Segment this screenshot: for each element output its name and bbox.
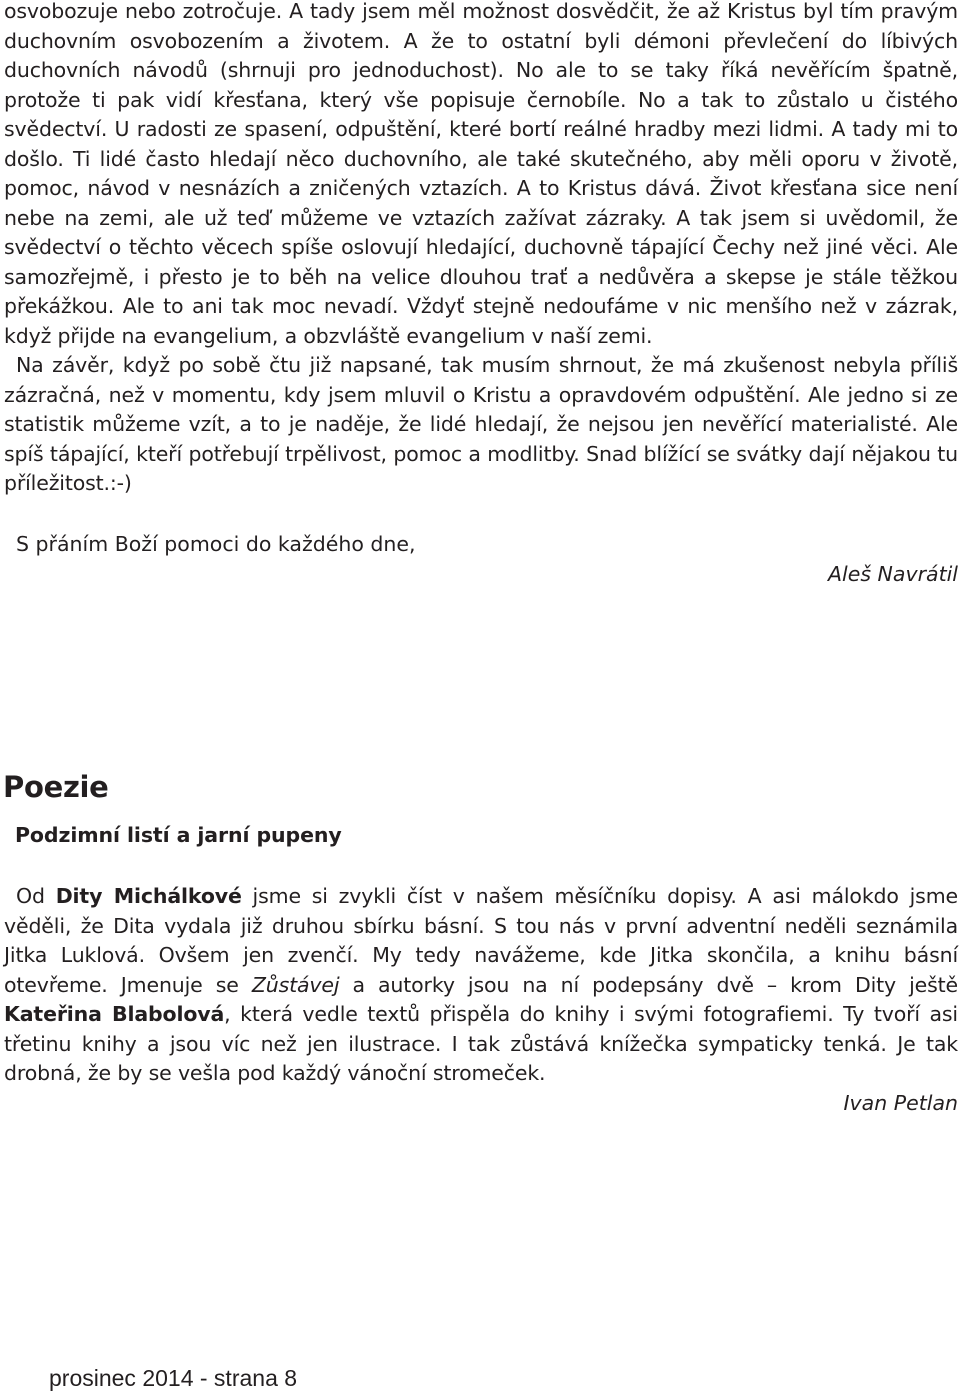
review-body: [4, 882, 958, 1089]
article-greeting: S přáním Boží pomoci do každého dne,: [16, 532, 416, 556]
coauthor-name: Kateřina Blabolová: [4, 1002, 225, 1026]
article-paragraph-1: osvobozuje nebo zotročuje. A tady jsem měl možnost dosvědčit, že až Kristus byl tím pravým duchovním osvobozením a životem. A že to ostatní byli démoni převlečení do líbivých duchovních návodů (shrnuji pro jednoduchost). No ale to se taky říká nevěřícím špatně, protože ti pak vidí křesťana, který vše popisuje černobíle. No a tak to zůstalo u čistého svědectví. U radosti ze spasení, odpuštění, které bortí reálné hradby mezi lidmi. A tady mi to došlo. Ti lidé často hledají něco duchovního, ale také skutečného, aby měli oporu v životě, pomoc, návod v nesnázích a zničených vztazích. A to Kristus dává. Život křesťana sice není nebe na zemi, ale už teď můžeme ve vztazích zažívat zázraky. A tak jsem si uvědomil, že svědectví o těchto věcech spíše oslovují hledající, duchovně tápající Čechy než jiné věci. Ale samozřejmě, i přesto je to běh na velice dlouhou trať a nedůvěra a skepse je stále těžkou překážkou. Ale to ani tak moc nevadí. Vždyť stejně nedoufáme v nic menšího než v zázrak, když přijde na evangelium, a obzvláště evangelium v naší zemi.: [4, 0, 958, 348]
review-text-part: , která vedle textů přispěla do knihy i svými fotografiemi. Ty tvoří asi třetinu knihy a jsou víc než jen ilustrace. I tak zůstává knížečka sympaticky tenká. Je tak drobná, že by se vešla pod každý vánoční stromeček.: [4, 1002, 958, 1085]
article-paragraph-2: Na závěr, když po sobě čtu již napsané, tak musím shrnout, že má zkušenost nebyla příliš zázračná, než v momentu, kdy jsem mluvil o Kristu a opravdovém odpuštění. Ale jedno si ze statistik můžeme vzít, a to je naděje, že lidé hledají, že nejsou jen nevěřící materialisté. Ale spíš tápající, kteří potřebují trpělivost, pomoc a modlitby. Snad blížící se svátky dají nějakou tu příležitost.:-): [4, 353, 958, 495]
section-heading: Poezie: [3, 770, 109, 804]
review-text-part: Od: [16, 884, 56, 908]
review-text-part: jsme si zvykli číst v našem měsíčníku dopisy. A asi málokdo jsme věděli, že Dita vydala již druhou sbírku básní. S tou nás v první adventní neděli seznámila Jitka Luklová. Ovšem jen zvenčí. My tedy navážeme, kde Jitka skončila, a knihu básní otevřeme. Jmenuje se: [4, 884, 958, 997]
author-name: Dity Michálkové: [55, 884, 242, 908]
book-title: Zůstávej: [251, 972, 340, 997]
review-title: Podzimní listí a jarní pupeny: [15, 823, 342, 847]
article-body: [4, 0, 958, 499]
review-signature: Ivan Petlan: [843, 1091, 958, 1115]
article-signature: Aleš Navrátil: [828, 562, 958, 586]
review-paragraph: [4, 882, 958, 1089]
review-text-part: a autorky jsou na ní podepsány dvě – krom Dity ještě: [339, 972, 958, 997]
page-footer: prosinec 2014 - strana 8: [49, 1365, 298, 1391]
